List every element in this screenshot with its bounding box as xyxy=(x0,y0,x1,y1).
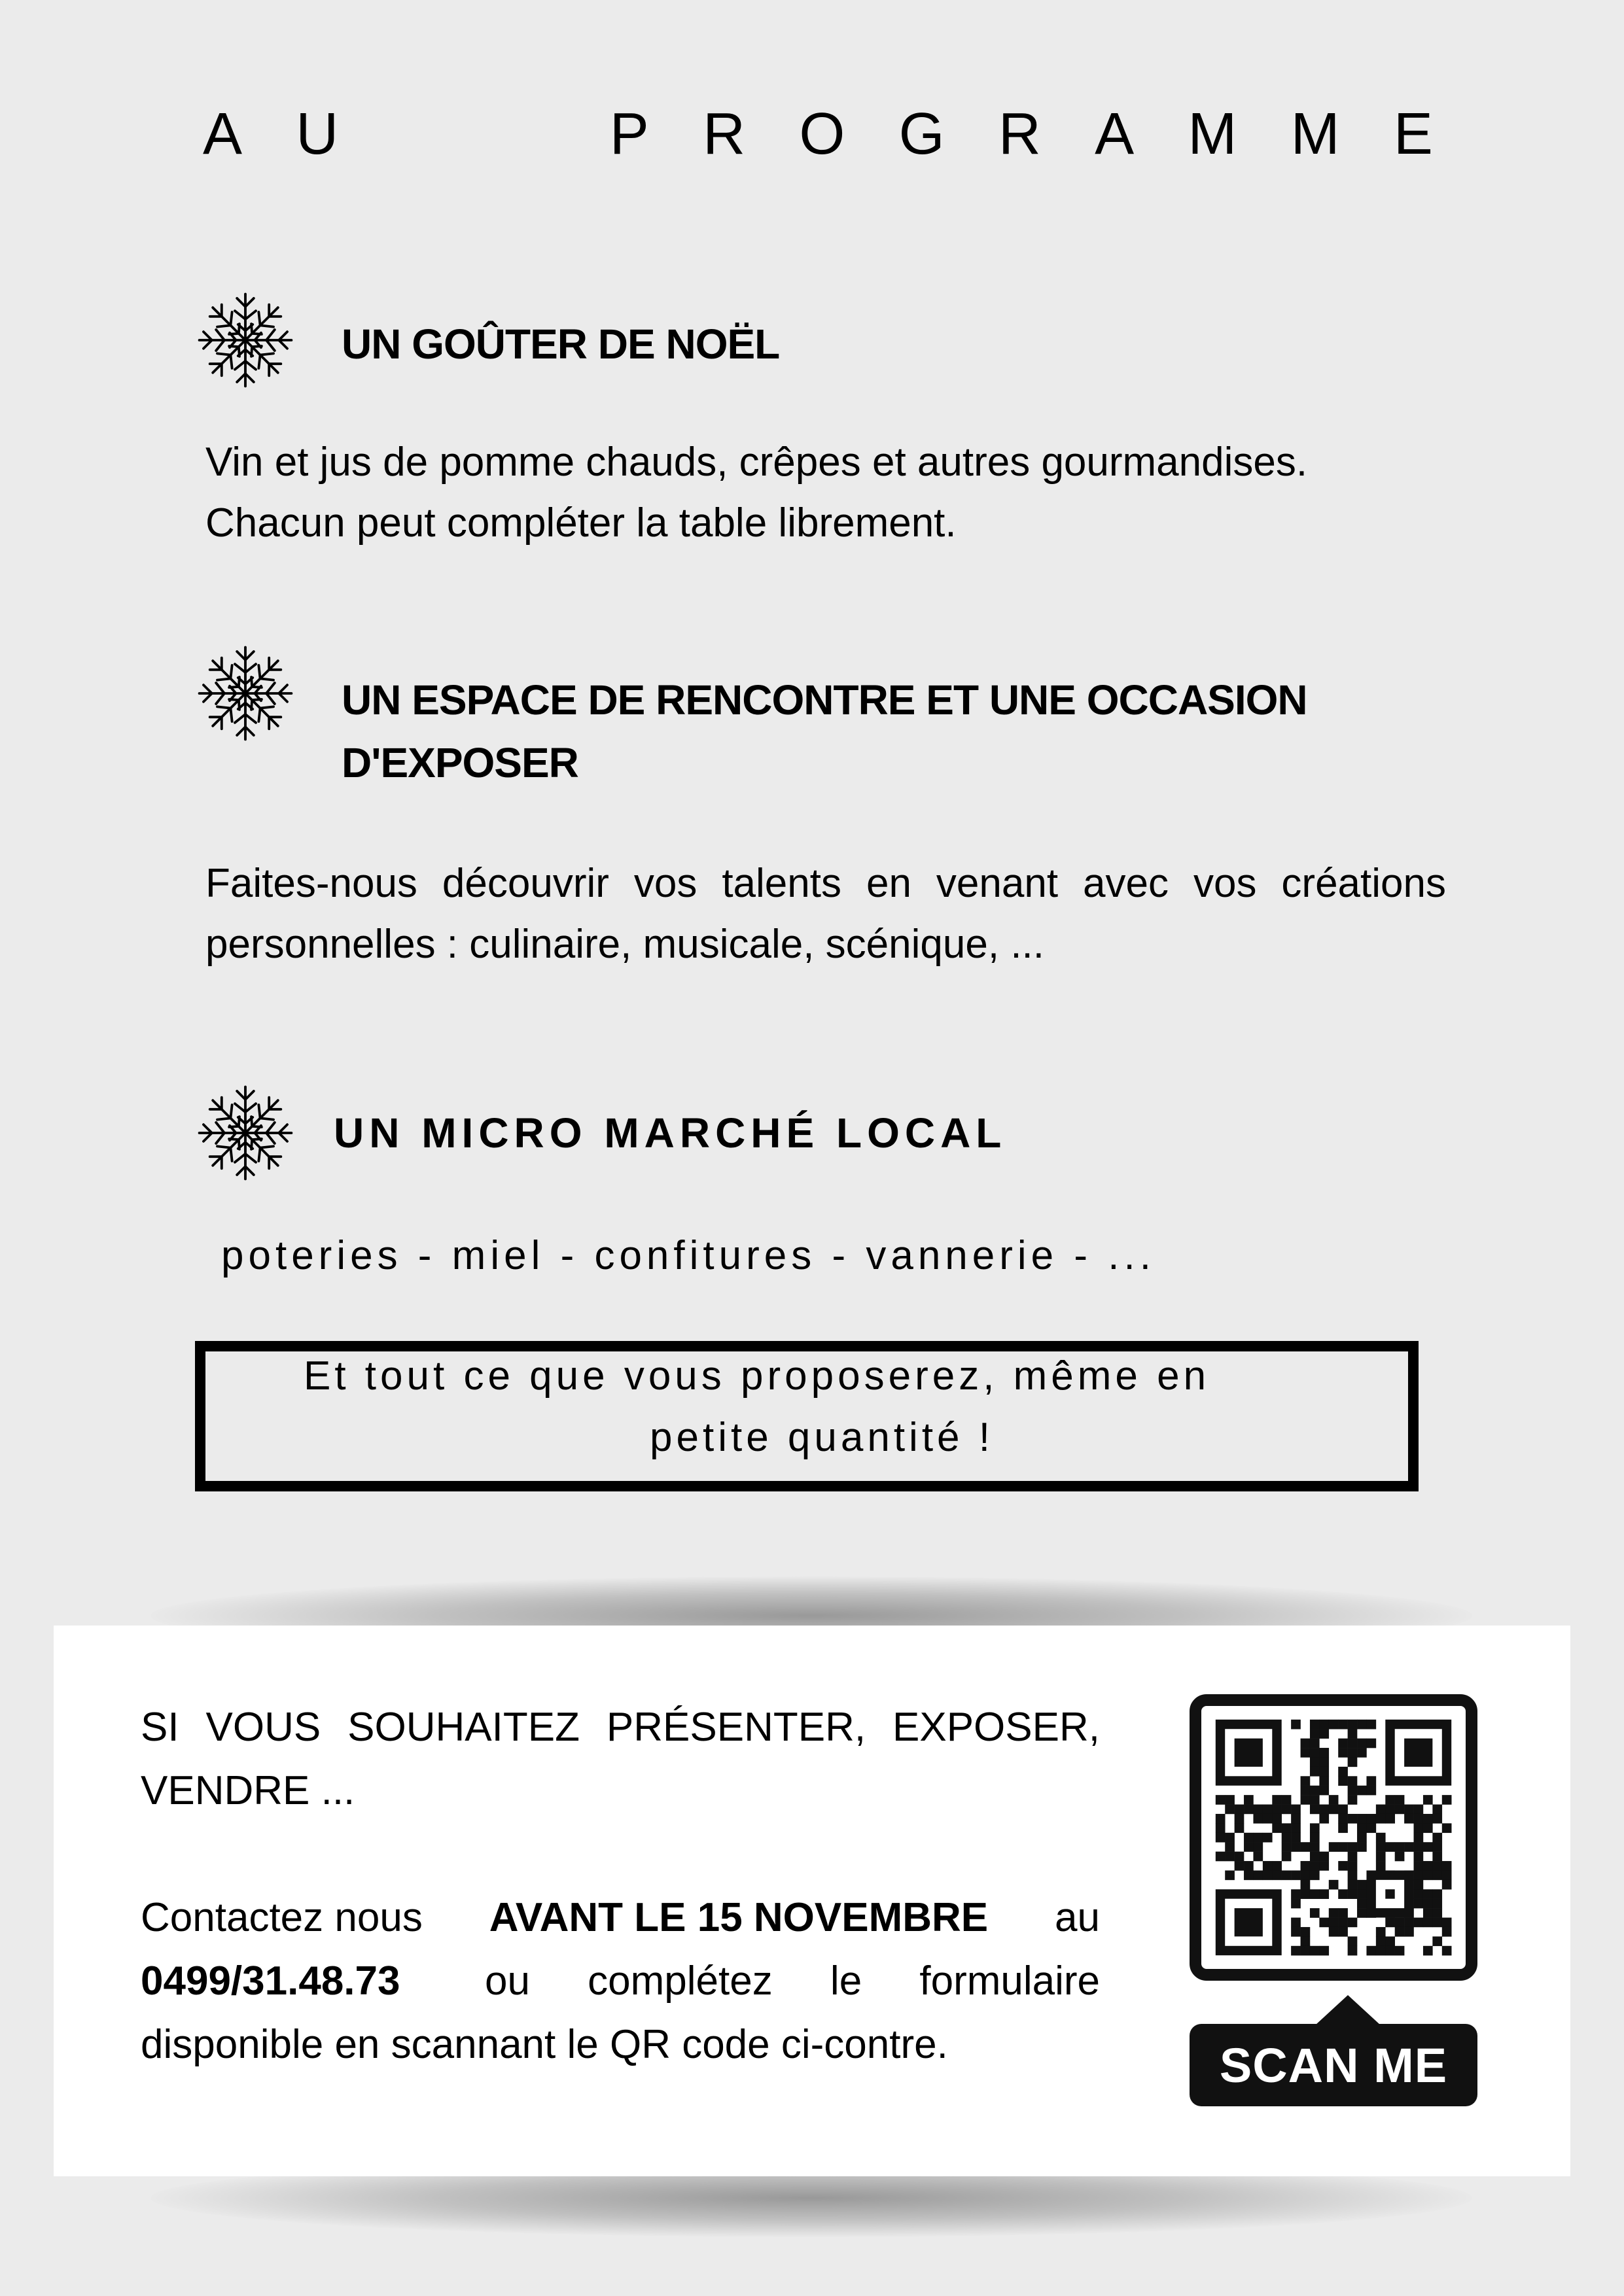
title-letter: G xyxy=(898,101,945,167)
contact-deadline: AVANT LE 15 NOVEMBRE xyxy=(489,1895,989,1940)
contact-line-1: SI VOUS SOUHAITEZ PRÉSENTER, EXPOSER, xyxy=(141,1705,1100,1750)
scan-me-button[interactable]: SCAN ME xyxy=(1190,2024,1477,2106)
qr-code-graphic xyxy=(1201,1706,1466,1969)
title-letter: M xyxy=(1290,101,1340,167)
snowflake-icon-svg xyxy=(193,288,298,392)
qr-code[interactable] xyxy=(1190,1694,1477,1981)
notice-line-1: Et tout ce que vous proposerez, même en xyxy=(304,1353,1210,1399)
section-heading-gouter: UN GOÛTER DE NOËL xyxy=(342,321,780,368)
section-body-rencontre-line-1: Faites-nous découvrir vos talents en venant avec vos créations xyxy=(205,861,1446,906)
title-letter: O xyxy=(799,101,845,167)
section-body-gouter-line-2: Chacun peut compléter la table librement. xyxy=(205,500,957,546)
contact-prefix: Contactez nous xyxy=(141,1895,423,1940)
title-letter: U xyxy=(296,101,339,167)
notice-line-2: petite quantité ! xyxy=(650,1415,994,1460)
title-letter: R xyxy=(998,101,1041,167)
section-heading-marche: UN MICRO MARCHÉ LOCAL xyxy=(334,1109,1007,1157)
scan-pointer-icon xyxy=(1315,1995,1381,2025)
title-letter: A xyxy=(1095,101,1135,167)
section-heading-rencontre-line-1: UN ESPACE DE RENCONTRE ET UNE OCCASION xyxy=(342,676,1307,723)
snowflake-icon xyxy=(193,1081,298,1189)
title-letter: A xyxy=(203,101,243,167)
title-letter: M xyxy=(1188,101,1237,167)
contact-line-2: VENDRE ... xyxy=(141,1768,355,1813)
contact-phone[interactable]: 0499/31.48.73 xyxy=(141,1958,400,2004)
snowflake-icon xyxy=(193,641,298,749)
title-letter: P xyxy=(609,101,649,167)
section-body-marche: poteries - miel - confitures - vannerie - ... xyxy=(221,1233,1156,1278)
contact-suffix: au xyxy=(1055,1895,1100,1940)
page-title xyxy=(203,98,1433,170)
section-body-rencontre-line-2: personnelles : culinaire, musicale, scénique, ... xyxy=(205,922,1044,967)
section-heading-rencontre-line-2: D'EXPOSER xyxy=(342,739,578,786)
title-letter: R xyxy=(703,101,746,167)
contact-line-5: disponible en scannant le QR code ci-contre. xyxy=(141,2022,948,2067)
contact-line-3 xyxy=(141,1886,1100,1949)
section-body-gouter-line-1: Vin et jus de pomme chauds, crêpes et autres gourmandises. xyxy=(205,440,1308,485)
snowflake-icon xyxy=(193,288,298,396)
contact-phone-suffix: ou complétez le formulaire xyxy=(485,1958,1100,2004)
contact-line-4 xyxy=(141,1949,1100,2013)
title-letter: E xyxy=(1393,101,1433,167)
